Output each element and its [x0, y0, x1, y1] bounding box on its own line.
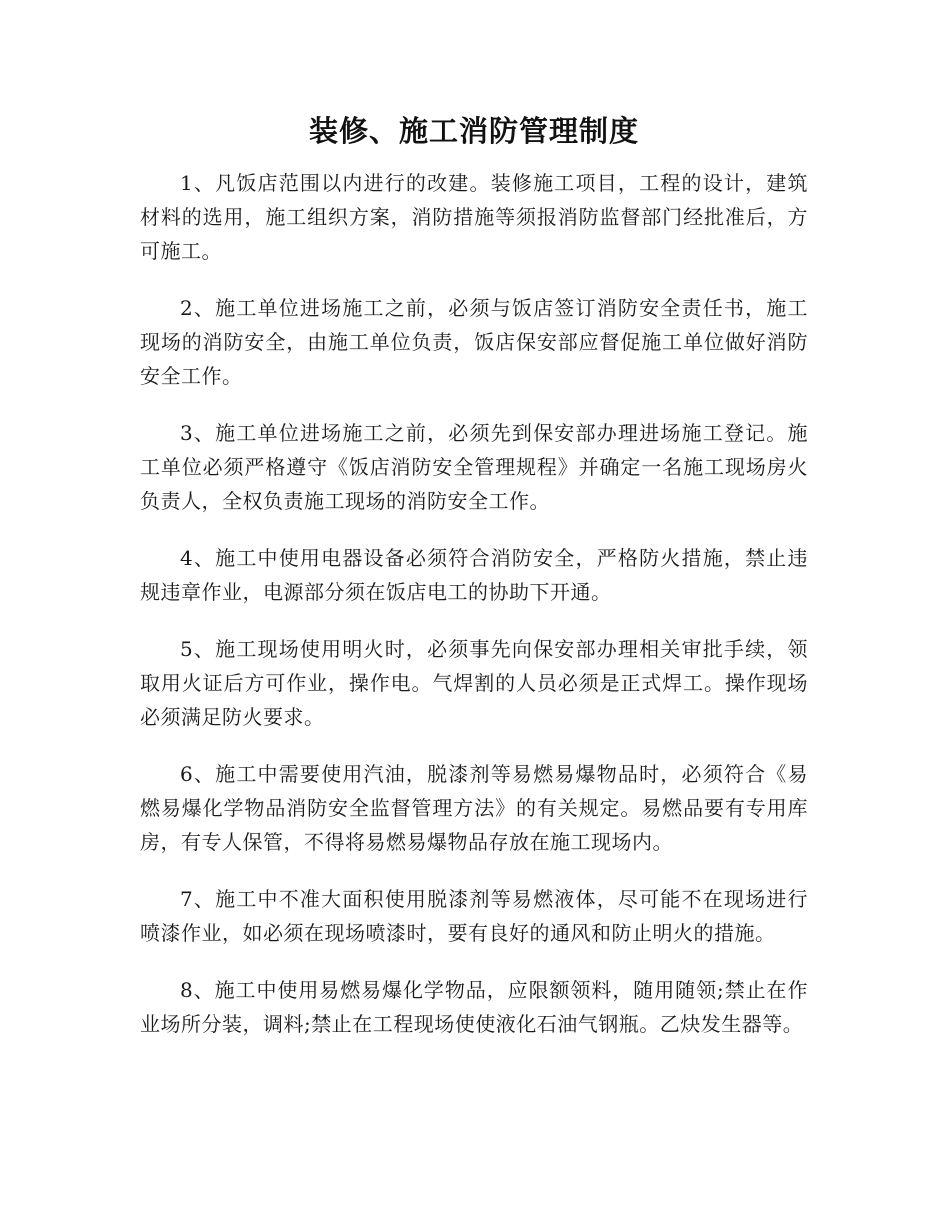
paragraph-1: 1、凡饭店范围以内进行的改建。装修施工项目，工程的设计，建筑材料的选用，施工组织方案，消防措施等须报消防监督部门经批准后，方可施工。 — [140, 171, 808, 263]
paragraph-8: 8、施工中使用易燃易爆化学物品，应限额领料，随用随领;禁止在作业场所分装，调料;禁止在工程现场使使液化石油气钢瓶。乙炔发生器等。 — [140, 978, 808, 1036]
paragraph-6: 6、施工中需要使用汽油，脱漆剂等易燃易爆物品时，必须符合《易燃易爆化学物品消防安全监督管理方法》的有关规定。易燃品要有专用库房，有专人保管，不得将易燃易爆物品存放在施工现场内。 — [140, 762, 808, 854]
paragraph-4: 4、施工中使用电器设备必须符合消防安全，严格防火措施，禁止违规违章作业，电源部分须在饭店电工的协助下开通。 — [140, 546, 808, 604]
document-page — [140, 108, 808, 1064]
document-title: 装修、施工消防管理制度 — [308, 114, 639, 148]
paragraph-3: 3、施工单位进场施工之前，必须先到保安部办理进场施工登记。施工单位必须严格遵守《饭店消防安全管理规程》并确定一名施工现场房火负责人，全权负责施工现场的消防安全工作。 — [140, 421, 808, 513]
paragraph-7: 7、施工中不准大面积使用脱漆剂等易燃液体，尽可能不在现场进行喷漆作业，如必须在现场喷漆时，要有良好的通风和防止明火的措施。 — [140, 887, 808, 945]
paragraph-5: 5、施工现场使用明火时，必须事先向保安部办理相关审批手续，领取用火证后方可作业，操作电。气焊割的人员必须是正式焊工。操作现场必须满足防火要求。 — [140, 637, 808, 729]
paragraph-2: 2、施工单位进场施工之前，必须与饭店签订消防安全责任书，施工现场的消防安全，由施工单位负责，饭店保安部应督促施工单位做好消防安全工作。 — [140, 296, 808, 388]
